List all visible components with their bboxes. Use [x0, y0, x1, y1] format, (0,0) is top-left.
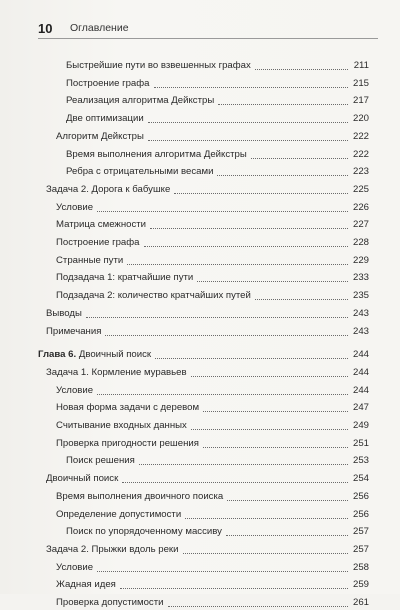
dot-leader	[168, 606, 349, 607]
toc-chapter-entry	[0, 347, 400, 362]
toc-entry	[0, 324, 400, 339]
toc-entry-title: Матрица смежности	[56, 219, 147, 231]
toc-entry	[0, 129, 400, 144]
dot-leader	[255, 299, 348, 300]
toc-entry-line	[46, 306, 369, 321]
toc-page-number: 244	[352, 384, 369, 396]
dot-leader	[203, 411, 348, 412]
dot-leader	[139, 464, 348, 465]
toc-entry-title: Две оптимизации	[66, 113, 144, 125]
toc-entry	[0, 560, 400, 575]
dot-leader	[183, 553, 349, 554]
toc-page-number: 223	[352, 166, 369, 178]
toc-entry-title: Странные пути	[56, 254, 124, 266]
toc-entry	[0, 418, 400, 433]
toc-entry	[0, 383, 400, 398]
toc-page-number: 257	[352, 526, 369, 538]
toc-entry-line	[38, 347, 369, 362]
chapter-title: Двоичный поиск	[78, 349, 152, 361]
page-number: 10	[38, 20, 53, 36]
toc-page-number: 222	[352, 148, 369, 160]
toc-page-number: 217	[352, 95, 369, 107]
toc-entry-title: Подзадача 2: количество кратчайших путей	[56, 290, 251, 302]
toc-entry-line	[66, 111, 369, 126]
toc-entry-title	[38, 347, 153, 362]
toc-entry	[0, 288, 400, 303]
toc-entry-title: Новая форма задачи с деревом	[56, 402, 200, 414]
toc-entry-line	[56, 436, 369, 451]
toc-entry-line	[56, 253, 369, 268]
dot-leader	[218, 104, 348, 105]
toc-entry-title: Двоичный поиск	[46, 473, 119, 485]
dot-leader	[148, 122, 348, 123]
toc-entry-line	[46, 365, 369, 380]
toc-page-number: 251	[352, 437, 369, 449]
dot-leader	[226, 535, 348, 536]
toc-entry-line	[66, 147, 369, 162]
toc-entry	[0, 93, 400, 108]
toc-page-number: 253	[352, 455, 369, 467]
toc-entry	[0, 76, 400, 91]
toc-entry	[0, 164, 400, 179]
running-title: Оглавление	[70, 22, 129, 34]
toc-entry-title: Условие	[56, 201, 94, 213]
dot-leader	[122, 482, 348, 483]
toc-entry	[0, 453, 400, 468]
toc-entry-title: Проверка пригодности решения	[56, 437, 199, 449]
toc-entry	[0, 400, 400, 415]
toc-entry-line	[56, 200, 369, 215]
toc-entry-line	[56, 418, 369, 433]
toc-entry-line	[66, 164, 369, 179]
toc-page-number: 257	[352, 543, 369, 555]
dot-leader	[203, 447, 348, 448]
dot-leader	[127, 264, 348, 265]
toc-entry-line	[56, 595, 369, 610]
toc-entry-title: Быстрейшие пути во взвешенных графах	[66, 60, 251, 71]
dot-leader	[174, 193, 348, 194]
toc-page-number: 258	[352, 561, 369, 573]
toc-entry	[0, 507, 400, 522]
dot-leader	[97, 571, 348, 572]
toc-page-number: 244	[352, 366, 369, 378]
dot-leader	[97, 211, 348, 212]
toc-page-number: 220	[352, 113, 369, 125]
toc-page-number: 215	[352, 77, 369, 89]
toc-entry-title: Построение графа	[66, 77, 150, 89]
toc-page-number: 247	[352, 402, 369, 414]
toc-entry-line	[56, 270, 369, 285]
dot-leader	[148, 140, 348, 141]
toc-page-number: 243	[352, 307, 369, 319]
toc-entry-title: Поиск по упорядоченному массиву	[66, 526, 222, 538]
chapter-label: Глава 6.	[38, 349, 77, 361]
dot-leader	[217, 175, 348, 176]
toc-entry-title: Задача 2. Дорога к бабушке	[46, 183, 171, 195]
toc-page-number: 222	[352, 130, 369, 142]
dot-leader	[86, 317, 348, 318]
toc-entry-line	[66, 524, 369, 539]
toc-page-number: 254	[352, 473, 369, 485]
toc-page-number: 259	[352, 579, 369, 591]
toc-entry-line	[56, 235, 369, 250]
toc-entry-line	[56, 560, 369, 575]
toc-entry-title: Алгоритм Дейкстры	[56, 130, 144, 142]
dot-leader	[251, 158, 348, 159]
toc-entry-line	[66, 453, 369, 468]
toc-page-number: 261	[352, 597, 369, 608]
toc-page-number: 228	[352, 237, 369, 248]
dot-leader	[154, 87, 349, 88]
toc-entry-title: Реализация алгоритма Дейкстры	[66, 95, 215, 107]
dot-leader	[191, 429, 348, 430]
toc-entry-title: Примечания	[46, 325, 102, 337]
toc-entry-line	[66, 76, 369, 91]
toc-entry-line	[46, 324, 369, 339]
toc-entry-line	[66, 58, 369, 73]
toc-entry-title: Время выполнения алгоритма Дейкстры	[66, 148, 247, 160]
toc-page-number: 226	[352, 201, 369, 213]
toc-entry	[0, 235, 400, 250]
dot-leader	[97, 394, 348, 395]
dot-leader	[155, 358, 348, 359]
toc-entry-title: Подзадача 1: кратчайшие пути	[56, 272, 194, 284]
dot-leader	[150, 228, 348, 229]
toc-page-number: 243	[352, 325, 369, 337]
toc-entry-line	[56, 383, 369, 398]
toc-page-number: 227	[352, 219, 369, 231]
toc-entry-line	[46, 542, 369, 557]
toc-entry-line	[56, 489, 369, 504]
toc-page-number: 249	[352, 420, 369, 431]
toc-entry	[0, 595, 400, 610]
toc-entry-line	[56, 577, 369, 592]
toc-entry	[0, 365, 400, 380]
toc-page-number: 256	[352, 508, 369, 520]
toc-entry	[0, 200, 400, 215]
toc-entry	[0, 147, 400, 162]
toc-entry-line	[56, 129, 369, 144]
toc-entry	[0, 270, 400, 285]
toc-entry-line	[56, 288, 369, 303]
dot-leader	[227, 500, 348, 501]
toc-page-number: 225	[352, 183, 369, 195]
toc-entry-title: Определение допустимости	[56, 508, 182, 520]
toc-entry-title: Жадная идея	[56, 579, 116, 591]
toc-entry	[0, 489, 400, 504]
dot-leader	[185, 518, 348, 519]
dot-leader	[191, 376, 348, 377]
dot-leader	[120, 588, 348, 589]
toc-entry	[0, 471, 400, 486]
toc-entry-title: Проверка допустимости	[56, 597, 164, 608]
toc-page-number: 244	[352, 349, 369, 361]
toc-entry-title: Условие	[56, 384, 94, 396]
toc-entry-line	[46, 182, 369, 197]
toc-entry-title: Ребра с отрицательными весами	[66, 166, 214, 178]
toc-entry-title: Построение графа	[56, 237, 140, 248]
toc-entry	[0, 524, 400, 539]
toc-page-number: 256	[352, 490, 369, 502]
toc-page-number: 229	[352, 254, 369, 266]
toc-entry-line	[66, 93, 369, 108]
toc-entry-title: Задача 1. Кормление муравьев	[46, 366, 187, 378]
toc-entry-title: Поиск решения	[66, 455, 135, 467]
toc-entry	[0, 217, 400, 232]
dot-leader	[144, 246, 349, 247]
toc-entry	[0, 542, 400, 557]
toc-entry	[0, 253, 400, 268]
toc-entry	[0, 577, 400, 592]
toc-entry	[0, 182, 400, 197]
toc-page-number: 233	[352, 272, 369, 284]
toc-entry-title: Условие	[56, 561, 94, 573]
toc-entry	[0, 436, 400, 451]
toc-entry-title: Задача 2. Прыжки вдоль реки	[46, 543, 179, 555]
dot-leader	[197, 281, 348, 282]
dot-leader	[105, 335, 348, 336]
toc-entry	[0, 306, 400, 321]
dot-leader	[255, 69, 348, 70]
page-header	[38, 18, 378, 39]
toc-entry-line	[56, 400, 369, 415]
toc-entry-line	[56, 507, 369, 522]
toc-entry	[0, 58, 400, 73]
toc-page-number: 211	[353, 60, 369, 71]
toc-entry	[0, 111, 400, 126]
toc-entry-line	[46, 471, 369, 486]
toc-entry-line	[56, 217, 369, 232]
toc-page-number: 235	[352, 290, 369, 302]
toc-entry-title: Время выполнения двоичного поиска	[56, 490, 224, 502]
toc-entry-title: Выводы	[46, 307, 82, 319]
toc-entry-title: Считывание входных данных	[56, 420, 187, 431]
